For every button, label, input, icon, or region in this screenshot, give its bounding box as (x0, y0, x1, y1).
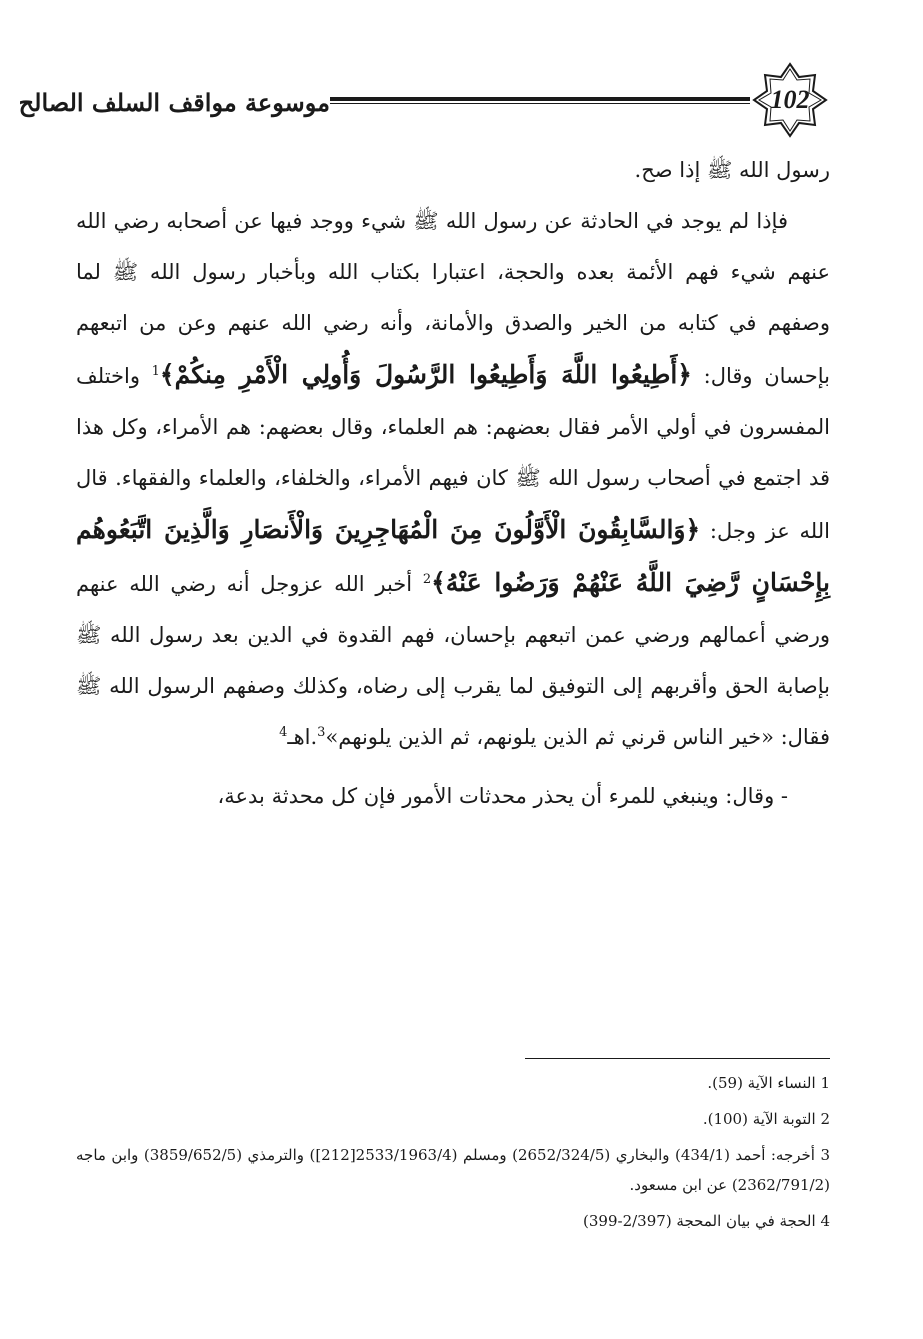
footnote-ref: 4 (279, 725, 288, 740)
footnote-number: 4 (820, 1212, 830, 1230)
footnote-4 (76, 1206, 830, 1236)
paragraph-text: أخبر الله عزوجل أنه رضي الله عنهم ورضي أعمالهم ورضي عمن اتبعهم بإحسان، فهم القدوة في الدين بعد رسول الله ﷺ بإصابة الحق وأقربهم إلى التوفيق لما يقرب إلى رضاه، وكذلك وصفهم الرسول الله ﷺ فقال: «خير الناس قرني ثم الذين يلونهم، ثم الذين يلونهم» (76, 572, 830, 749)
header-rule-thin (330, 103, 750, 104)
footnotes (76, 1068, 830, 1242)
footnote-separator (525, 1058, 830, 1059)
footnote-text: الحجة في بيان المحجة (2/397-399) (583, 1212, 816, 1230)
footnote-ref: 3 (317, 725, 326, 740)
paragraph-text: واختلف المفسرون في أولي الأمر فقال بعضهم: هم العلماء، وقال بعضهم: هم الأمراء، وكل هذا قد اجتمع في أصحاب رسول الله ﷺ كان فيهم الأمراء، والخلفاء، والعلماء والفقهاء. قال الله عز وجل: (76, 364, 830, 543)
running-title: موسوعة مواقف السلف الصالح (18, 88, 330, 117)
paragraph-text: فإذا لم يوجد في الحادثة عن رسول الله ﷺ شيء ووجد فيها عن أصحابه رضي الله عنهم شيء فهم الأئمة بعده والحجة، اعتبارا بكتاب الله وبأخبار رسول الله ﷺ لما وصفهم في كتابه من الخير والصدق والأمانة، وأنه رضي الله عنهم وعن من اتبعهم بإحسان وقال: (76, 209, 830, 388)
footnote-number: 1 (820, 1074, 830, 1092)
page-number: 102 (770, 85, 810, 114)
paragraph-next: - وقال: وينبغي للمرء أن يحذر محدثات الأمور فإن كل محدثة بدعة، (217, 784, 788, 808)
header-rule (330, 97, 750, 101)
quran-verse: ﴿أَطِيعُوا اللَّهَ وَأَطِيعُوا الرَّسُولَ وَأُولِي الْأَمْرِ مِنكُمْ﴾ (159, 360, 692, 389)
quran-verse: ﴿وَالسَّابِقُونَ الْأَوَّلُونَ مِنَ الْمُهَاجِرِينَ وَالْأَنصَارِ وَالَّذِينَ اتَّبَعُوهُم بِإِحْسَانٍ رَّضِيَ اللَّهُ عَنْهُمْ وَرَضُوا عَنْهُ﴾ (76, 515, 830, 597)
paragraph-main (76, 196, 830, 763)
footnote-text: أخرجه: أحمد (434/1) والبخاري (2652/324/5) ومسلم (2533/1963/4[212]) والترمذي (3859/652/5) وابن ماجه (2362/791/2) عن ابن مسعود. (76, 1146, 830, 1194)
footnote-text: التوبة الآية (100). (702, 1110, 816, 1128)
page-header (0, 0, 923, 140)
footnote-ref: 1 (151, 364, 160, 379)
paragraph-end-mark: .اهـ (287, 725, 318, 749)
footnote-2 (76, 1104, 830, 1134)
footnote-ref: 2 (422, 572, 432, 587)
footnote-text: النساء الآية (59). (707, 1074, 816, 1092)
footnote-number: 3 (820, 1146, 830, 1164)
footnote-1 (76, 1068, 830, 1098)
footnote-3 (76, 1140, 830, 1200)
paragraph-continuation: رسول الله ﷺ إذا صح. (634, 158, 830, 182)
footnote-number: 2 (820, 1110, 830, 1128)
main-text (76, 145, 830, 822)
